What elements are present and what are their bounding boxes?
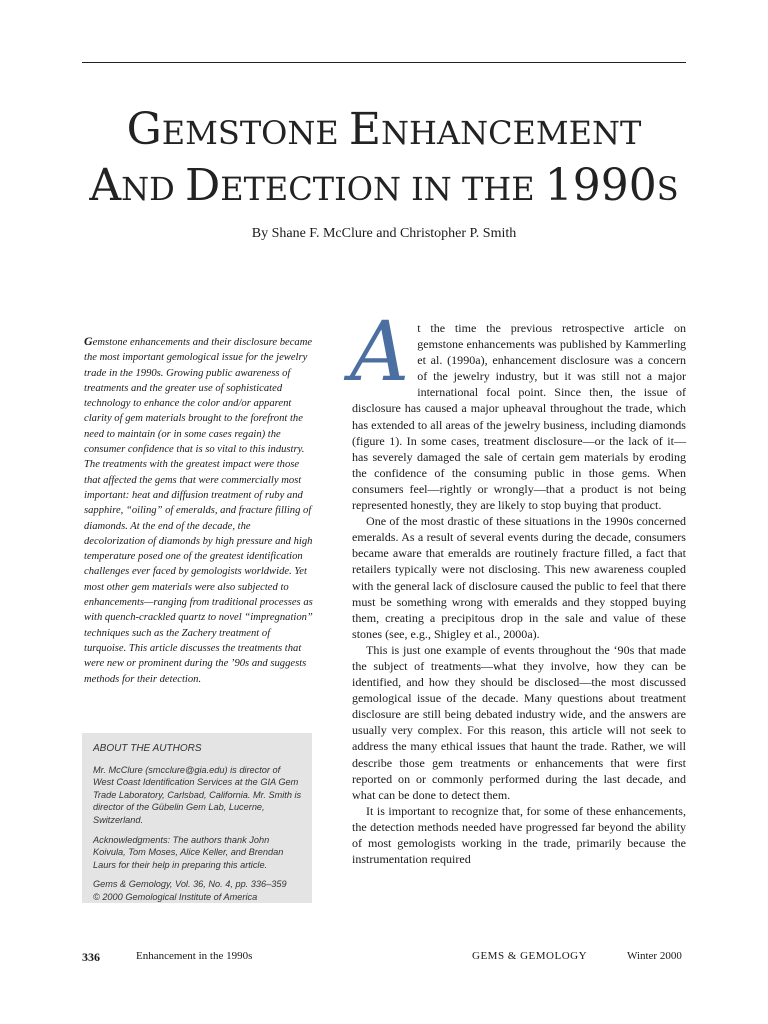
body-paragraph-2: One of the most drastic of these situations in the 1990s concerned emeralds. As a result of several events during the decade, consumers became aware that emeralds are routinely fracture filled, a fact that retailers typically were not disclosing. This new awareness coupled with the general lack of disclosure caused the public to feel that there must be something wrong with emeralds and they stopped buying them, creating a precipitous drop in the sale and value of these stones (see, e.g., Shigley et al., 2000a). xyxy=(352,514,686,641)
citation: Gems & Gemology, Vol. 36, No. 4, pp. 336–359 xyxy=(93,879,287,890)
body-paragraph-1: t the time the previous retrospective article on gemstone enhancements was published by Kammerling et al. (1990a), enhancement disclosure was a concern of the jewelry industry, but it was still not a major international focal point. Since then, the issue of disclosure has caused a major upheaval throughout the trade, which has extended to all areas of the jewelry business, including diamonds (figure 1). In some cases, treatment disclosure—or the lack of it—has severely damaged the sale of certain gem materials by eroding the confidence of the consuming public in those gems. When consumers feel—rightly or wrongly—that a product is not being represented honestly, they are likely to stop buying that product. xyxy=(352,321,686,513)
abstract-text: emstone enhancements and their disclosure became the most important gemological issue for the jewelry trade in the 1990s. Growing public awareness of treatments and the greater use of sophisticated technology to enhance the color and/or apparent clarity of gem materials brought to the forefront the need to maintain (or in some cases regain) the consumer confidence that is so vital to this industry. The treatments with the greatest impact were those that affected the gems that were commercially most important: heat and diffusion treatment of ruby and sapphire, “oiling” of emeralds, and fracture filling of diamonds. At the end of the decade, the decolorization of diamonds by high pressure and high temperature posed one of the greatest identification challenges ever faced by gemologists worldwide. Yet most other gem materials were also subjected to enhancements—ranging from traditional processes as with quench-crackled quartz to novel “impregnation” techniques such as the Zachery treatment of turquoise. This article discusses the treatments that were new or prominent during the ’90s and suggests methods for their detection. xyxy=(84,337,313,685)
article-body xyxy=(350,305,686,867)
acknowledgments: Acknowledgments: The authors thank John Koivula, Tom Moses, Alice Keller, and Brendan Laurs for their help in preparing this article. xyxy=(93,834,284,870)
abstract-lead-letter: G xyxy=(84,334,93,348)
issue-date: Winter 2000 xyxy=(627,950,682,962)
top-rule xyxy=(82,62,686,63)
running-title: Enhancement in the 1990s xyxy=(136,950,253,962)
body-paragraph-4: It is important to recognize that, for some of these enhancements, the detection methods needed have progressed far beyond the ability of most gemologists working in the trade, primarily because the instrumentation required xyxy=(352,803,686,867)
page-number: 336 xyxy=(82,950,100,964)
byline: By Shane F. McClure and Christopher P. Smith xyxy=(251,226,517,241)
abstract xyxy=(84,334,314,687)
article-title-line2: AND DETECTION IN THE 1990S xyxy=(89,160,679,211)
about-authors-heading: ABOUT THE AUTHORS xyxy=(93,743,202,754)
about-authors-box xyxy=(82,733,312,903)
article-title-line1: GEMSTONE ENHANCEMENT xyxy=(126,104,642,155)
journal-name: GEMS & GEMOLOGY xyxy=(472,950,588,962)
body-paragraph-3: This is just one example of events throughout the ‘90s that made the subject of treatments—what they involve, how they can be identified, and how they should be disclosed—the most discussed gemological issue of the decade. Many questions about treatment disclosure are still being debated industry wide, and the answers are usually very complex. For this reason, this article will not seek to address the many ethical issues that haunt the trade. Rather, we will describe those gem treatments or enhancements that were first reported on or commonly performed during the last decade, and what can be done to detect them. xyxy=(352,642,686,802)
drop-cap: A xyxy=(350,305,410,400)
copyright: © 2000 Gemological Institute of America xyxy=(93,891,258,902)
author-bio: Mr. McClure (smcclure@gia.edu) is director of West Coast Identification Services at the GIA Gem Trade Laboratory, Carlsbad, California. Mr. Smith is director of the Gübelin Gem Lab, Lucerne, Switzerland. xyxy=(93,764,302,825)
